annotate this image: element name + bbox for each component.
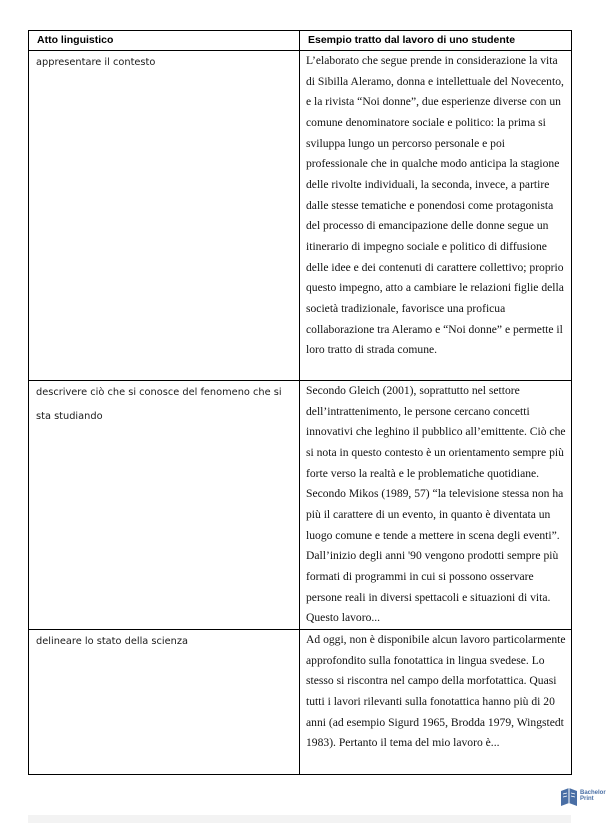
logo-wordmark <box>580 790 606 802</box>
graduation-book-icon <box>559 786 579 808</box>
logo-line-1: Bachelor <box>580 790 606 796</box>
student-example-text: Secondo Gleich (2001), soprattutto nel settore dell’intrattenimento, le persone cercano concetti innovativi che leghino il pubblico all’emittente. Ciò che si nota in questo contesto è un orientamento sempre più forte verso la realtà e le problematiche quotidiane. Secondo Mikos (1989, 57) “la televisione stessa non ha più il carattere di un evento, in quanto è diventata un luogo comune e tende a mettere in scena degli eventi”. Dall’inizio degli anni '90 vengono prodotti sempre più formati di programmi in cui si possono osservare persone reali in diversi spettacoli e situazioni di vita. Questo lavoro... <box>306 384 566 625</box>
student-example-cell <box>300 381 572 630</box>
table-header-row <box>29 31 572 51</box>
bachelorprint-logo <box>559 786 607 810</box>
student-example-text: Ad oggi, non è disponibile alcun lavoro particolarmente approfondito sulla fonotattica in lingua svedese. Lo stesso si riscontra nel campo della morfotattica. Quasi tutti i lavori rilevanti sulla fonotattica hanno più di 20 anni (ad esempio Sigurd 1965, Brodda 1979, Wingstedt 1983). Pertanto il tema del mio lavoro è... <box>306 633 566 750</box>
header-student-example: Esempio tratto dal lavoro di uno studente <box>300 31 572 51</box>
logo-line-2: Print <box>580 796 594 802</box>
student-example-cell <box>300 51 572 381</box>
linguistic-act-text: appresentare il contesto <box>36 57 156 68</box>
header-linguistic-act: Atto linguistico <box>29 31 300 51</box>
student-example-cell <box>300 630 572 775</box>
linguistic-act-text: descrivere ciò che si conosce del fenomeno che si sta studiando <box>36 387 282 422</box>
table-row <box>29 630 572 775</box>
student-example-text: L’elaborato che segue prende in considerazione la vita di Sibilla Aleramo, donna e intellettuale del Novecento, e la rivista “Noi donne”, due esperienze diverse con un comune denominatore sociale e politico: la prima si sviluppa lungo un percorso personale e poi professionale che in qualche modo anticipa la stagione delle rivolte individuali, la seconda, invece, a partire dalle stesse tematiche e ponendosi come protagonista del processo di emancipazione delle donne segue un itinerario di impegno sociale e politico di diffusione delle idee e dei contenuti di carattere collettivo; proprio questo impegno, atto a cambiare le relazioni figlie della società tradizionale, favorisce una proficua collaborazione tra Aleramo e “Noi donne” e permette il loro tratto di strada comune. <box>306 54 564 357</box>
linguistic-act-cell <box>29 51 300 381</box>
document-table <box>28 30 572 775</box>
linguistic-act-text: delineare lo stato della scienza <box>36 636 189 647</box>
footer-bar <box>28 815 571 823</box>
table-row <box>29 381 572 630</box>
table-row <box>29 51 572 381</box>
linguistic-act-cell <box>29 630 300 775</box>
linguistic-act-cell <box>29 381 300 630</box>
